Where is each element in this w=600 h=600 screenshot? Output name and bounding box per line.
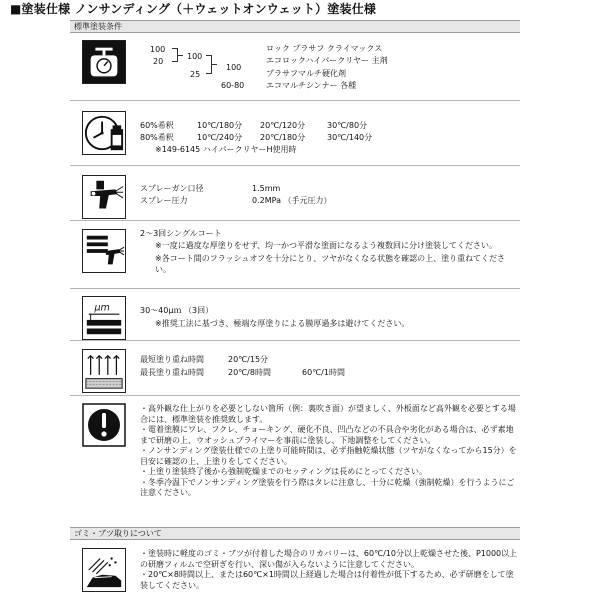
dry-80-20c: 20℃/180分 <box>260 133 306 142</box>
gun-value-1: 1.5mm <box>252 184 281 193</box>
page-title: ■塗装仕様 ノンサンディング（＋ウェットオンウェット）塗装仕様 <box>10 2 377 16</box>
mix-ratio-b: 20 <box>153 57 164 66</box>
recoat-heat-icon <box>82 349 126 393</box>
dust-item-1: ・塗装時に軽度のゴミ・ブツが付着した場合のリカバリーは、60℃/10分以上乾燥させた後、P1000以上の研磨フィルムで空研ぎを行い、深い傷が入らないように注意してください。 <box>140 549 518 569</box>
caution-icon <box>82 403 126 447</box>
divider-4 <box>70 288 520 289</box>
recoat-max-label: 最長塗り重ね時間 <box>140 368 204 377</box>
section-header-standard: 標準塗装条件 <box>70 20 520 33</box>
recoat-max-value-1: 20℃/8時間 <box>228 368 271 377</box>
mix-ratio-d: 25 <box>190 70 201 79</box>
caution-list <box>140 404 520 499</box>
clock-icon <box>82 111 126 155</box>
divider-2 <box>70 165 520 166</box>
caution-item-2: ・電着塗膜にワレ、フクレ、チョーキング、硬化不良、凹凸などの不具合や劣化がある場合は、必ず素地まで研磨の上、ウオッシュプライマーを事前に塗装し、下地調整をしてください。 <box>140 425 514 445</box>
divider-1 <box>70 100 520 101</box>
recoat-min-value: 20℃/15分 <box>228 355 269 364</box>
caution-item-1: ・高外観な仕上がりを必要としない箇所（例：裏吹き面）が望ましく、外板面など高外観を必要とする場合には、標準塗装を推奨致します。 <box>140 404 516 424</box>
caution-item-4: ・上塗り塗装終了後から強制乾燥までのセッティングは長めにとってください。 <box>140 467 428 477</box>
spray-coat-icon <box>82 229 126 273</box>
thickness-line: 30～40μｍ （3回） <box>140 306 214 315</box>
dry-60-20c: 20℃/120分 <box>260 121 306 130</box>
scale-icon <box>82 40 126 84</box>
section-header-dust: ゴミ・ブツ取りについて <box>70 527 520 540</box>
mix-ratio-c: 100 <box>187 52 203 61</box>
gun-label-2: スプレー圧力 <box>140 196 188 205</box>
gun-value-2: 0.2MPa （手元圧力） <box>252 196 332 205</box>
coats-line: 2～3回シングルコート <box>140 229 222 238</box>
coats-note-1: ※一度に過度な厚塗りをせず、均一かつ平滑な塗面になるよう複数回に分け塗装してください。 <box>155 241 498 250</box>
divider-3 <box>70 220 520 221</box>
mix-ratio-f: 60-80 <box>221 81 245 90</box>
spray-gun-icon <box>82 175 126 219</box>
thickness-icon-label: μm <box>94 302 110 314</box>
material-2: エコロックハイパークリヤー 主剤 <box>266 56 388 65</box>
sanding-hand-icon <box>82 548 126 592</box>
caution-item-3: ・ノンサンディング塗装仕様での上塗り可能時間は、必ず指触乾燥状態（ツヤがなくなってから15分）を目安に確認の上、上塗りをしてください。 <box>140 446 517 466</box>
drying-note: ※149-6145 ハイパークリヤーH使用時 <box>155 145 297 154</box>
dry-80-30c: 30℃/140分 <box>327 133 373 142</box>
mix-ratio-a: 100 <box>150 45 166 54</box>
bracket-1-tick <box>178 55 183 56</box>
mix-ratio-e: 100 <box>226 63 242 72</box>
recoat-max-value-2: 60℃/1時間 <box>302 368 345 377</box>
recoat-min-label: 最短塗り重ね時間 <box>140 355 204 364</box>
dry-80-10c: 10℃/240分 <box>197 133 243 142</box>
caution-item-5: ・冬季冷温下でノンサンディング塗装を行う際はタレに注意し、十分に乾燥（強制乾燥）を行うようにご注意ください。 <box>140 477 515 498</box>
dilution-60-label: 60%希釈 <box>140 121 174 130</box>
material-4: エコマルチシンナー 各種 <box>266 81 357 90</box>
material-3: プラサフマルチ硬化剤 <box>266 69 346 78</box>
coats-note-2: ※各コート間のフラッシュオフを十分にとり、ツヤがなくなる状態を確認の上、塗り重ねてください。 <box>155 254 505 274</box>
dust-list <box>140 549 520 591</box>
divider-5 <box>70 340 520 341</box>
dry-60-30c: 30℃/80分 <box>327 121 368 130</box>
dry-60-10c: 10℃/180分 <box>197 121 243 130</box>
bracket-2-tick <box>212 64 217 65</box>
film-thickness-icon <box>82 296 126 340</box>
material-1: ロック プラサフ クライマックス <box>266 44 383 53</box>
gun-label-1: スプレーガン口径 <box>140 184 204 193</box>
thickness-note: ※推奨工法に基づき、極端な厚塗りによる膜厚過多は避けてください。 <box>155 319 410 328</box>
dust-item-2: ・20℃×8時間以上、または60℃×1時間以上経過した場合は付着性が低下するため、必ず研磨をして塗装してください。 <box>140 570 514 590</box>
divider-6 <box>70 395 520 396</box>
dilution-80-label: 80%希釈 <box>140 133 174 142</box>
